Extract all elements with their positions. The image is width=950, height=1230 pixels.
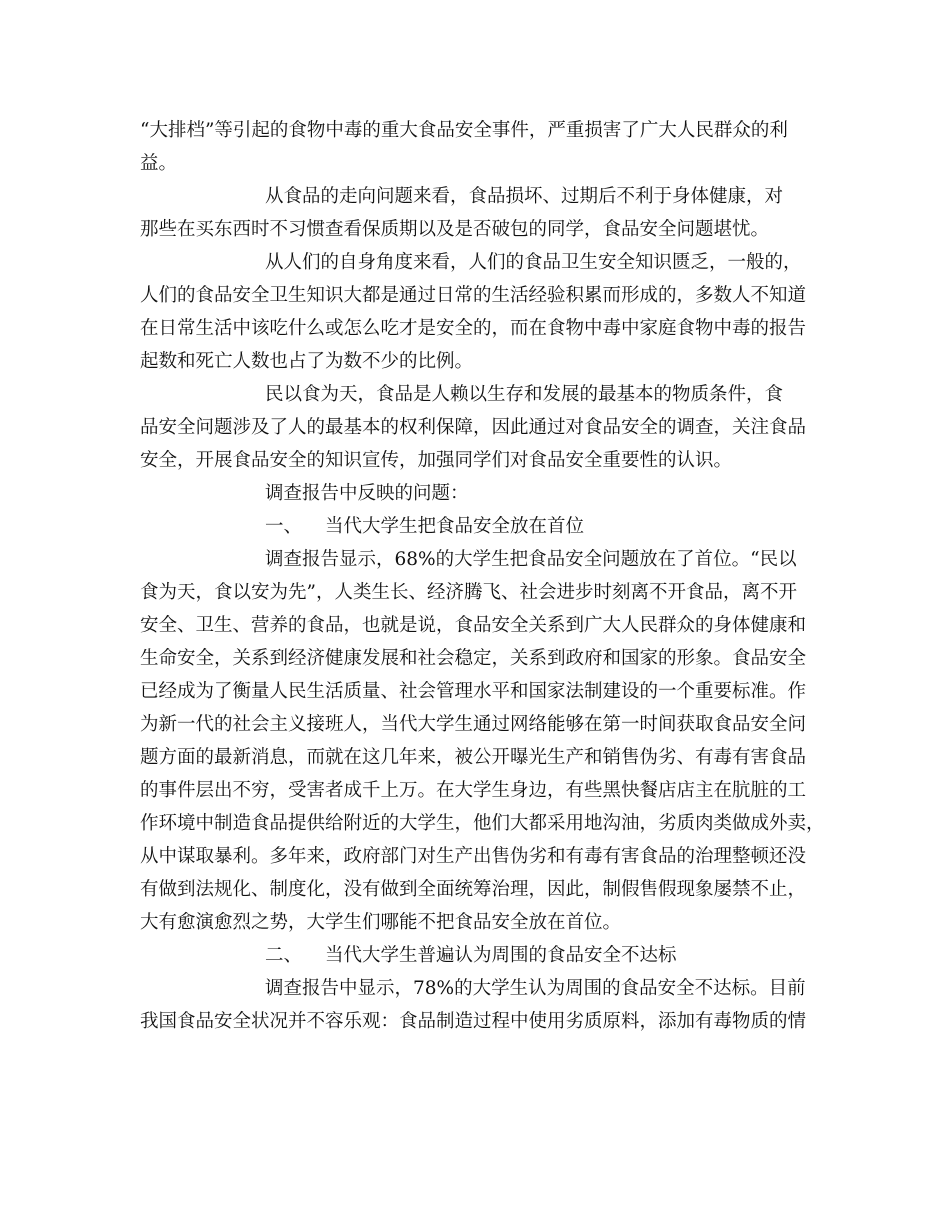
text-line: 已经成为了衡量人民生活质量、社会管理水平和国家法制建设的一个重要标准。作 <box>140 681 807 702</box>
text-line: “大排档”等引起的食物中毒的重大食品安全事件，严重损害了广大人民群众的利 <box>140 120 788 141</box>
section-heading-2 <box>140 939 820 972</box>
text-line: 作环境中制造食品提供给附近的大学生，他们大都采用地沟油，劣质肉类做成外卖， <box>140 813 825 834</box>
heading-number: 二、 <box>265 945 303 966</box>
text-line: 那些在买东西时不习惯查看保质期以及是否破包的同学，食品安全问题堪忧。 <box>140 219 770 240</box>
heading-number: 一、 <box>265 516 303 537</box>
text-line: 从人们的自身角度来看，人们的食品卫生安全知识匮乏，一般的， <box>265 252 802 273</box>
text-line: 有做到法规化、制度化，没有做到全面统筹治理，因此，制假售假现象屡禁不止， <box>140 879 807 900</box>
text-line: 安全，开展食品安全的知识宣传，加强同学们对食品安全重要性的认识。 <box>140 450 733 471</box>
text-line: 为新一代的社会主义接班人，当代大学生通过网络能够在第一时间获取食品安全问 <box>140 714 807 735</box>
text-line: 我国食品安全状况并不容乐观：食品制造过程中使用劣质原料，添加有毒物质的情 <box>140 1011 807 1032</box>
text-line: 题方面的最新消息，而就在这几年来，被公开曝光生产和销售伪劣、有毒有害食品 <box>140 747 807 768</box>
text-line: 从食品的走向问题来看，食品损坏、过期后不利于身体健康，对 <box>265 186 784 207</box>
text-line: 安全、卫生、营养的食品，也就是说，食品安全关系到广大人民群众的身体健康和 <box>140 615 807 636</box>
text-line: 调查报告中反映的问题： <box>265 483 469 504</box>
text-line: 益。 <box>140 153 178 174</box>
text-line: 民以食为天，食品是人赖以生存和发展的最基本的物质条件，食 <box>265 384 784 405</box>
text-line: 生命安全，关系到经济健康发展和社会稳定，关系到政府和国家的形象。食品安全 <box>140 648 807 669</box>
document-body <box>140 114 825 1038</box>
text-line: 调查报告显示，68%的大学生把食品安全问题放在了首位。“民以 <box>265 549 797 570</box>
text-line: 人们的食品安全卫生知识大都是通过日常的生活经验积累而形成的，多数人不知道 <box>140 285 807 306</box>
text-line: 的事件层出不穷，受害者成千上万。在大学生身边，有些黑快餐店店主在肮脏的工 <box>140 780 807 801</box>
section-heading-1 <box>140 510 820 543</box>
text-line: 食为天，食以安为先”，人类生长、经济腾飞、社会进步时刻离不开食品，离不开 <box>140 582 797 603</box>
heading-text: 当代大学生普遍认为周围的食品安全不达标 <box>325 945 677 966</box>
text-line: 大有愈演愈烈之势，大学生们哪能不把食品安全放在首位。 <box>140 912 622 933</box>
text-line: 起数和死亡人数也占了为数不少的比例。 <box>140 351 474 372</box>
text-line: 调查报告中显示，78%的大学生认为周围的食品安全不达标。目前 <box>265 978 806 999</box>
text-line: 品安全问题涉及了人的最基本的权利保障，因此通过对食品安全的调查，关注食品 <box>140 417 807 438</box>
text-line: 在日常生活中该吃什么或怎么吃才是安全的，而在食物中毒中家庭食物中毒的报告 <box>140 318 807 339</box>
text-line: 从中谋取暴利。多年来，政府部门对生产出售伪劣和有毒有害食品的治理整顿还没 <box>140 846 807 867</box>
heading-text: 当代大学生把食品安全放在首位 <box>325 516 585 537</box>
